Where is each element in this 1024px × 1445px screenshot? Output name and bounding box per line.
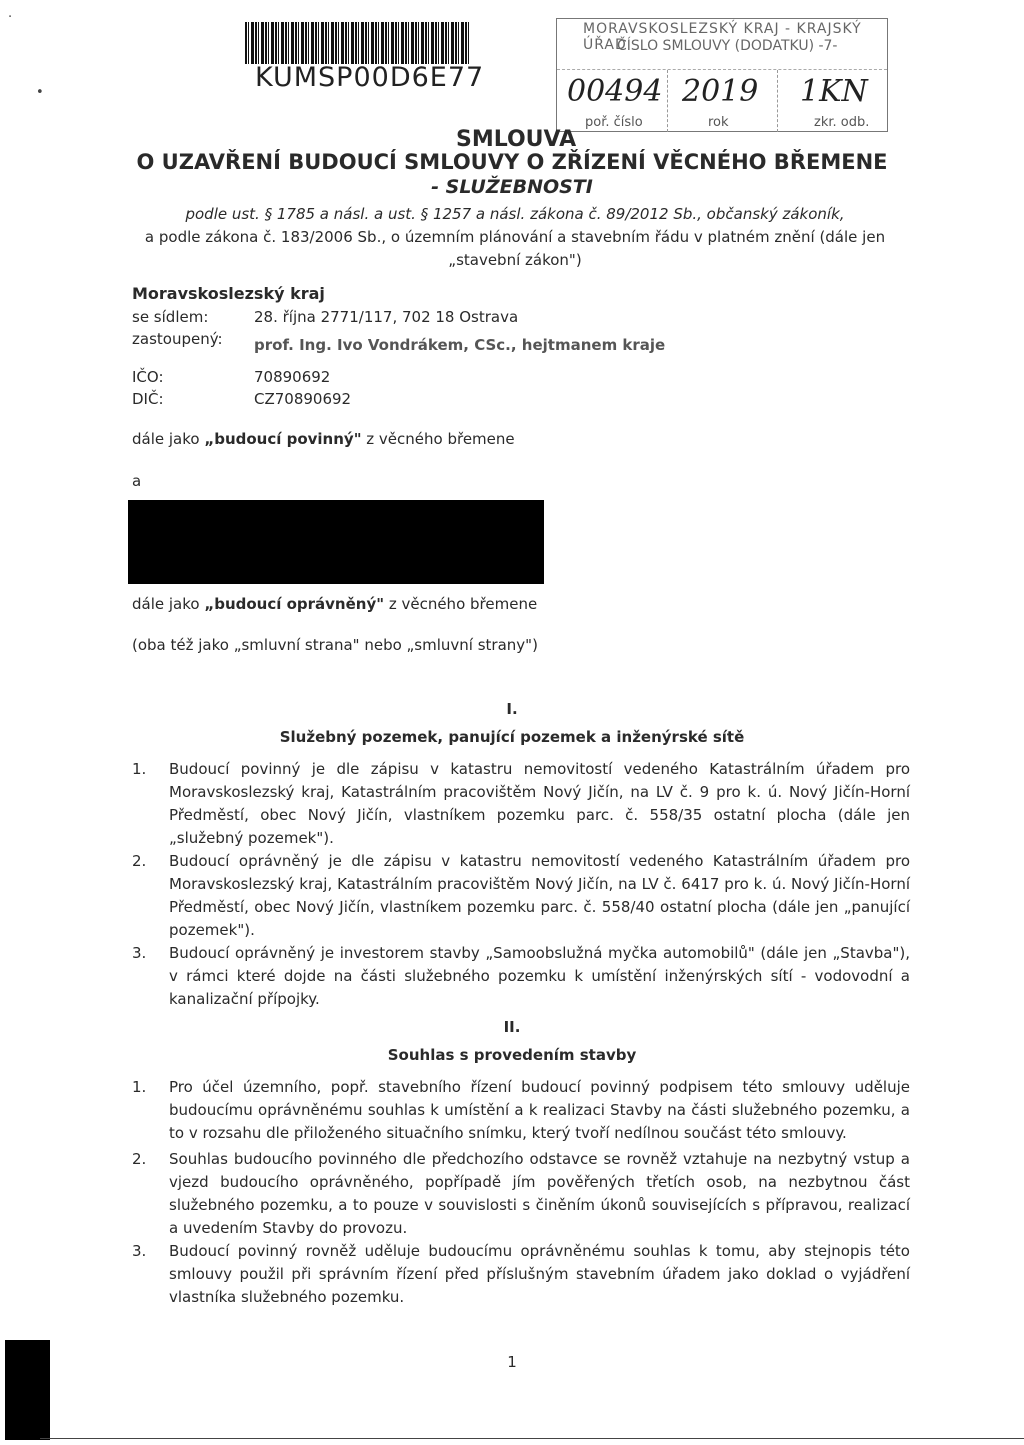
margin-mark: · xyxy=(8,10,13,25)
party2-role-suffix: z věcného břemene xyxy=(384,595,538,613)
party1-dic xyxy=(132,390,351,408)
item-number: 3. xyxy=(132,944,147,962)
redacted-block xyxy=(128,500,544,584)
both-parties-note: (oba též jako „smluvní strana" nebo „smluvní strany") xyxy=(132,636,538,654)
section2-item xyxy=(132,1148,910,1240)
party1-rep-label: zastoupený: xyxy=(132,330,223,348)
item-number: 2. xyxy=(132,852,147,870)
party1-ico xyxy=(132,368,330,386)
party2-role-prefix: dále jako xyxy=(132,595,205,613)
document-title-smlouva: SMLOUVA xyxy=(456,127,577,152)
stamp-dept-label: zkr. odb. xyxy=(814,115,870,130)
stamp-cell-order xyxy=(557,70,667,132)
item-number: 3. xyxy=(132,1242,147,1260)
party1-seat-value: 28. října 2771/117, 702 18 Ostrava xyxy=(254,308,519,326)
party1-seat-label: se sídlem: xyxy=(132,308,209,326)
party1-ico-label: IČO: xyxy=(132,368,164,386)
item-text: Budoucí povinný je dle zápisu v katastru nemovitostí vedeného Katastrálním úřadem pro Moravskoslezský kraj, Katastrálním pracovištěm Nový Jičín, na LV č. 9 pro k. ú. Nový Jičín-Horní Předměstí, obec Nový Jičín, vlastníkem pozemku parc. č. 558/35 ostatní plocha (dále jen „služebný pozemek"). xyxy=(169,760,910,847)
stamp-order-handwritten: 00494 xyxy=(567,74,663,109)
party1-role-suffix: z věcného břemene xyxy=(361,430,515,448)
party2-role-bold: „budoucí oprávněný" xyxy=(204,595,385,613)
party1-role xyxy=(132,430,515,448)
section1-item xyxy=(132,850,910,942)
registry-stamp xyxy=(556,18,888,132)
stamp-cell-year xyxy=(667,70,778,132)
barcode xyxy=(245,22,471,64)
page-edge-line xyxy=(40,1438,1024,1439)
stamp-order-label: poř. číslo xyxy=(585,115,643,130)
margin-mark: • xyxy=(36,85,44,100)
legal-basis-line: podle ust. § 1785 a násl. a ust. § 1257 a násl. zákona č. 89/2012 Sb., občanský zákoník, xyxy=(185,205,845,223)
party1-rep-value: prof. Ing. Ivo Vondrákem, CSc., hejtmanem kraje xyxy=(254,336,666,354)
item-text: Budoucí oprávněný je dle zápisu v katastru nemovitostí vedeného Katastrálním úřadem pro Moravskoslezský kraj, Katastrálním pracovištěm Nový Jičín, na LV č. 6417 pro k. ú. Nový Jičín-Horní Předměstí, obec Nový Jičín, vlastníkem pozemku parc. č. 558/40 ostatní plocha (dále jen „panující pozemek"). xyxy=(169,852,910,939)
barcode-text: KUMSP00D6E77 xyxy=(255,62,485,93)
party1-dic-label: DIČ: xyxy=(132,390,164,408)
redacted-block xyxy=(5,1340,50,1440)
section2-item xyxy=(132,1076,910,1145)
stamp-header: MORAVSKOSLEZSKÝ KRAJ - KRAJSKÝ ÚŘAD xyxy=(583,21,862,53)
document-subtitle: - SLUŽEBNOSTI xyxy=(431,176,593,198)
section2-number: II. xyxy=(503,1018,521,1036)
legal-basis xyxy=(130,203,900,272)
stamp-fields xyxy=(557,69,887,132)
item-number: 2. xyxy=(132,1150,147,1168)
stamp-contract-number-label: ČÍSLO SMLOUVY (DODATKU) -7- xyxy=(617,38,838,54)
stamp-dept-handwritten: 1KN xyxy=(800,74,868,109)
item-text: Budoucí povinný rovněž uděluje budoucímu oprávněnému souhlas k tomu, aby stejnopis této smlouvy použil při správním řízení před příslušným stavebním úřadem jako doklad o vyjádření vlastníka služebného pozemku. xyxy=(169,1242,910,1306)
party1-dic-value: CZ70890692 xyxy=(254,390,352,408)
section1-number: I. xyxy=(506,700,518,718)
item-text: Souhlas budoucího povinného dle předchozího odstavce se rovněž vztahuje na nezbytný vstup a vjezd budoucího oprávněného, popřípadě jím pověřených třetích osob, na nezbytnou část služebného pozemku, a to pouze v souvislosti s činěním úkonů souvisejících s přípravou, realizací a uvedením Stavby do provozu. xyxy=(169,1150,910,1237)
party1-role-bold: „budoucí povinný" xyxy=(204,430,362,448)
party1-seat xyxy=(132,308,518,326)
conjunction-and: a xyxy=(132,472,142,490)
item-number: 1. xyxy=(132,1078,147,1096)
page-number: 1 xyxy=(507,1353,517,1371)
party1-name: Moravskoslezský kraj xyxy=(132,284,325,303)
section2-title: Souhlas s provedením stavby xyxy=(387,1046,637,1064)
section2-item xyxy=(132,1240,910,1309)
section1-item xyxy=(132,758,910,850)
stamp-year-label: rok xyxy=(708,115,729,130)
item-number: 1. xyxy=(132,760,147,778)
party1-representative xyxy=(132,330,666,354)
party1-role-prefix: dále jako xyxy=(132,430,205,448)
section1-item xyxy=(132,942,910,1011)
item-text: Pro účel územního, popř. stavebního řízení budoucí povinný podpisem této smlouvy uděluje budoucímu oprávněnému souhlas k umístění a k realizaci Stavby na části služebného pozemku, a to v rozsahu dle přiloženého situačního snímku, který tvoří nedílnou součást této smlouvy. xyxy=(169,1078,910,1142)
item-text: Budoucí oprávněný je investorem stavby „Samoobslužná myčka automobilů" (dále jen „Stavba"), v rámci které dojde na části služebného pozemku k umístění inženýrských sítí - vodovodní a kanalizační přípojky. xyxy=(169,944,910,1008)
section1-title: Služebný pozemek, panující pozemek a inženýrské sítě xyxy=(279,728,745,746)
legal-basis-line: „stavební zákon") xyxy=(448,251,582,269)
stamp-cell-dept xyxy=(777,70,888,132)
document-title: O UZAVŘENÍ BUDOUCÍ SMLOUVY O ZŘÍZENÍ VĚCNÉHO BŘEMENE xyxy=(136,150,888,174)
legal-basis-line: a podle zákona č. 183/2006 Sb., o územním plánování a stavebním řádu v platném znění (dále jen xyxy=(144,228,886,246)
stamp-year-handwritten: 2019 xyxy=(682,74,759,109)
party2-role xyxy=(132,595,537,613)
party1-ico-value: 70890692 xyxy=(254,368,331,386)
